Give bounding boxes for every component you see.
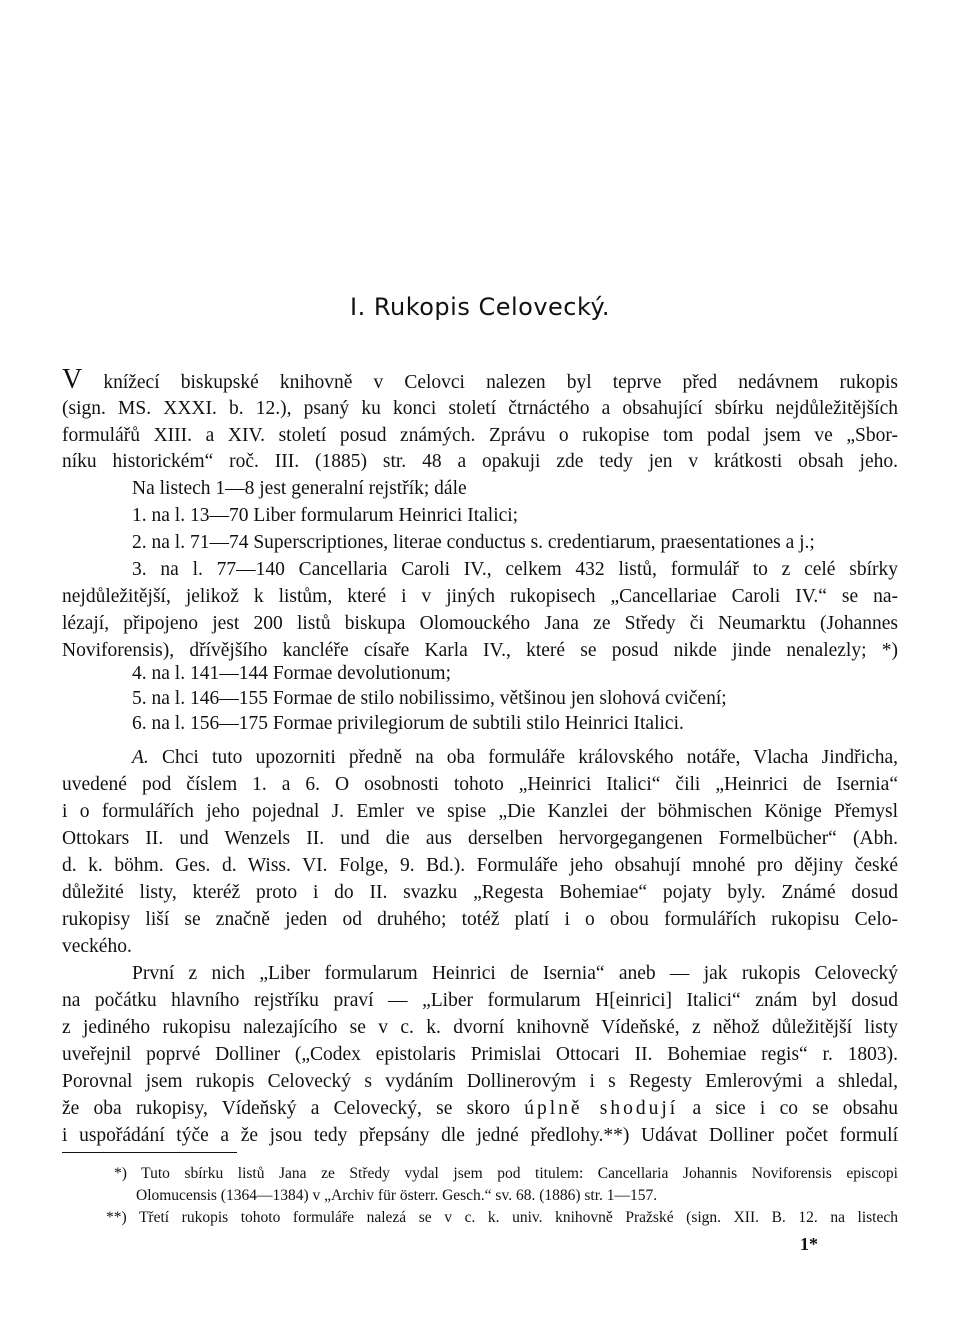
text-line: Noviforensis), dřívějšího kancléře císaře Karla IV., které se posud nikde jinde nenalezly; *) (62, 640, 898, 661)
footnote-divider (62, 1152, 237, 1153)
list-item: 4. na l. 141—144 Formae devolutionum; (132, 663, 452, 684)
text-line: První z nich „Liber formularum Heinrici de Isernia“ aneb — jak rukopis Celovecký (132, 963, 898, 984)
text-line: (sign. MS. XXXI. b. 12.), psaný ku konci století čtrnáctého a obsahující sbírku nejdůležitějších (62, 398, 898, 419)
signature-mark: 1* (800, 1234, 818, 1254)
text-line: z jediného rukopisu nalezajícího se v c. k. dvorní knihovně Vídeňské, z něhož důležitější listy (62, 1017, 898, 1038)
text-line: Na listech 1—8 jest generalní rejstřík; dále (132, 478, 467, 499)
text-line: veckého. (62, 936, 132, 957)
list-item: 5. na l. 146—155 Formae de stilo nobilissimo, většinou jen slohová cvičení; (132, 688, 727, 709)
text-line: Porovnal jsem rukopis Celovecký s vydáním Dollinerovým i s Regesty Emlerovými a shledal, (62, 1071, 898, 1092)
footnote: **) Třetí rukopis tohoto formuláře nalezá se v c. k. univ. knihovně Pražské (sign. XII. B. 12. na listech (106, 1209, 898, 1226)
list-item: 2. na l. 71—74 Superscriptiones, literae conductus s. credentiarum, praesentationes a j.; (132, 532, 815, 553)
page (62, 0, 898, 1330)
text-line: uveřejnil poprvé Dolliner („Codex epistolaris Primislai Ottocari II. Bohemiae regis“ r. 1803). (62, 1044, 898, 1065)
text-line: že oba rukopisy, Vídeňský a Celovecký, se skoro úplně shodují a sice i co se obsahu (62, 1098, 898, 1119)
list-item: 6. na l. 156—175 Formae privilegiorum de subtili stilo Heinrici Italici. (132, 713, 684, 734)
text-line: d. k. böhm. Ges. d. Wiss. VI. Folge, 9. Bd.). Formuláře jeho obsahují mnohé pro dějiny české (62, 855, 898, 876)
footnote: *) Tuto sbírku listů Jana ze Středy vydal jsem pod titulem: Cancellaria Johannis Noviforensis episcopi (114, 1165, 898, 1182)
text-line: níku historickém“ roč. III. (1885) str. 48 a opakuji zde tedy jen v krátkosti obsah jeho. (62, 451, 898, 472)
page-title: I. Rukopis Celovecký. (350, 293, 610, 321)
text-line: i uspořádání týče a že jsou tedy přepsány dle jedné předlohy.**) Udávat Dolliner počet formulí (62, 1125, 898, 1146)
drop-cap: V (62, 364, 83, 395)
text-line: rukopisy liší se značně jeden od druhého; totéž platí i o obou formulářích rukopisu Celo- (62, 909, 898, 930)
text-line: uvedené pod číslem 1. a 6. O osobnosti tohoto „Heinrici Italici“ čili „Heinrici de Isernia“ (62, 774, 898, 795)
text-line: i o formulářích jeho pojednal J. Emler ve spise „Die Kanzlei der böhmischen Könige Přemysl (62, 801, 898, 822)
footnote: Olomucensis (1364—1384) v „Archiv für österr. Gesch.“ sv. 68. (1886) str. 1—157. (136, 1187, 658, 1204)
text-line: V knížecí biskupské knihovně v Celovci nalezen byl teprve před nedávnem rukopis (62, 364, 898, 395)
text-line: na počátku hlavního rejstříku praví — „Liber formularum H[einrici] Italici“ znám byl dosud (62, 990, 898, 1011)
text-line: lézají, připojeno jest 200 listů biskupa Olomouckého Jana ze Středy či Neumarktu (Johannes (62, 613, 898, 634)
text-line: důležité listy, kteréž proto i do II. svazku „Regesta Bohemiae“ pojaty byly. Známé dosud (62, 882, 898, 903)
text-line: Ottokars II. und Wenzels II. und die aus derselben hervorgegangenen Formelbücher“ (Abh. (62, 828, 898, 849)
list-item: 1. na l. 13—70 Liber formularum Heinrici Italici; (132, 505, 519, 526)
text-line: formulářů XIII. a XIV. století posud známých. Zprávu o rukopise tom podal jsem ve „Sbor- (62, 425, 898, 446)
spaced-emphasis: úplně shodují (524, 1098, 679, 1119)
list-item: 3. na l. 77—140 Cancellaria Caroli IV., celkem 432 listů, formulář to z celé sbírky (132, 559, 898, 580)
text-line: nejdůležitější, jelikož k listům, které i v jiných rukopisech „Cancellariae Caroli IV.“ se na- (62, 586, 898, 607)
text-line: A. Chci tuto upozorniti předně na oba formuláře královského notáře, Vlacha Jindřicha, (132, 747, 898, 768)
section-letter: A. (132, 747, 149, 768)
